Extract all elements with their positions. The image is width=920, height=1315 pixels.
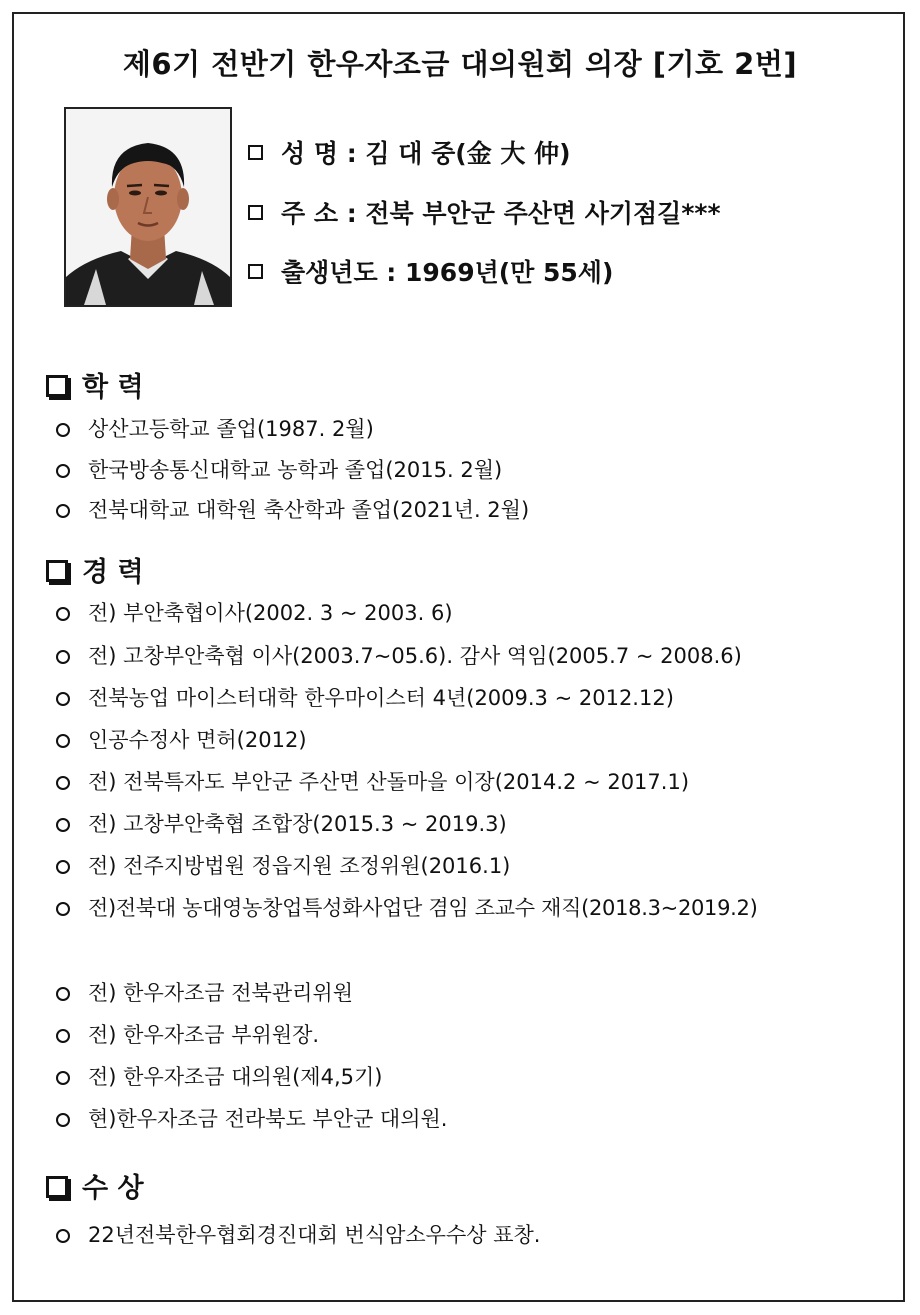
checkbox-bullet-icon (248, 145, 263, 160)
profile-address (248, 194, 721, 230)
list-item (56, 808, 507, 838)
list-item (56, 850, 510, 880)
list-item-text: 전) 고창부안축협 이사(2003.7~05.6). 감사 역임(2005.7 ~ 2008.6) (88, 644, 742, 668)
circle-bullet-icon (56, 776, 70, 790)
circle-bullet-icon (56, 1071, 70, 1085)
circle-bullet-icon (56, 987, 70, 1001)
list-item (56, 640, 742, 670)
profile-name (248, 134, 571, 170)
section-awards-heading (46, 1166, 144, 1205)
list-item-text: 전) 전주지방법원 정읍지원 조정위원(2016.1) (88, 854, 511, 878)
circle-bullet-icon (56, 1229, 70, 1243)
square-bullet-icon (46, 560, 68, 582)
list-item (56, 1061, 382, 1091)
list-item-text: 전) 한우자조금 부위원장. (88, 1023, 320, 1047)
profile-name-text: 성 명 : 김 대 중(金 大 仲) (281, 139, 571, 168)
section-heading-text: 학 력 (82, 372, 144, 403)
list-item-text: 22년전북한우협회경진대회 번식암소우수상 표창. (88, 1223, 541, 1247)
list-item (56, 413, 374, 443)
list-item (56, 682, 674, 712)
list-item-text: 전)전북대 농대영농창업특성화사업단 겸임 조교수 재직(2018.3~2019.2) (88, 896, 758, 920)
list-item (56, 597, 453, 627)
list-item (56, 766, 689, 796)
section-heading-text: 경 력 (82, 557, 144, 588)
circle-bullet-icon (56, 734, 70, 748)
circle-bullet-icon (56, 902, 70, 916)
list-item (56, 1019, 319, 1049)
list-item-text: 한국방송통신대학교 농학과 졸업(2015. 2월) (88, 458, 503, 482)
list-item (56, 494, 529, 524)
circle-bullet-icon (56, 607, 70, 621)
list-item-text: 전) 한우자조금 대의원(제4,5기) (88, 1065, 383, 1089)
list-item-text: 전북대학교 대학원 축산학과 졸업(2021년. 2월) (88, 498, 530, 522)
circle-bullet-icon (56, 504, 70, 518)
square-bullet-icon (46, 1176, 68, 1198)
list-item-text: 인공수정사 면허(2012) (88, 728, 307, 752)
profile-birth-text: 출생년도 : 1969년(만 55세) (281, 258, 614, 287)
circle-bullet-icon (56, 1113, 70, 1127)
circle-bullet-icon (56, 692, 70, 706)
circle-bullet-icon (56, 464, 70, 478)
circle-bullet-icon (56, 423, 70, 437)
circle-bullet-icon (56, 860, 70, 874)
list-item (56, 1219, 540, 1249)
circle-bullet-icon (56, 818, 70, 832)
list-item (56, 1103, 447, 1133)
circle-bullet-icon (56, 650, 70, 664)
portrait-image (66, 109, 230, 305)
profile-address-text: 주 소 : 전북 부안군 주산면 사기점길*** (281, 199, 721, 228)
list-item-text: 전) 전북특자도 부안군 주산면 산돌마을 이장(2014.2 ~ 2017.1) (88, 770, 690, 794)
list-item-text: 전북농업 마이스터대학 한우마이스터 4년(2009.3 ~ 2012.12) (88, 686, 674, 710)
list-item (56, 977, 353, 1007)
page-title: 제6기 전반기 한우자조금 대의원회 의장 [기호 2번] (122, 47, 798, 81)
square-bullet-icon (46, 375, 68, 397)
list-item (56, 724, 307, 754)
list-item-text: 전) 한우자조금 전북관리위원 (88, 981, 353, 1005)
profile-birth (248, 253, 613, 289)
list-item (56, 892, 758, 922)
section-career-heading (46, 550, 144, 589)
list-item-text: 전) 부안축협이사(2002. 3 ~ 2003. 6) (88, 601, 453, 625)
list-item-text: 상산고등학교 졸업(1987. 2월) (88, 417, 374, 441)
circle-bullet-icon (56, 1029, 70, 1043)
list-item (56, 454, 502, 484)
list-item-text: 현)한우자조금 전라북도 부안군 대의원. (88, 1107, 448, 1131)
checkbox-bullet-icon (248, 264, 263, 279)
candidate-photo (64, 107, 232, 307)
checkbox-bullet-icon (248, 205, 263, 220)
list-item-text: 전) 고창부안축협 조합장(2015.3 ~ 2019.3) (88, 812, 507, 836)
section-education-heading (46, 365, 144, 404)
section-heading-text: 수 상 (82, 1173, 144, 1204)
